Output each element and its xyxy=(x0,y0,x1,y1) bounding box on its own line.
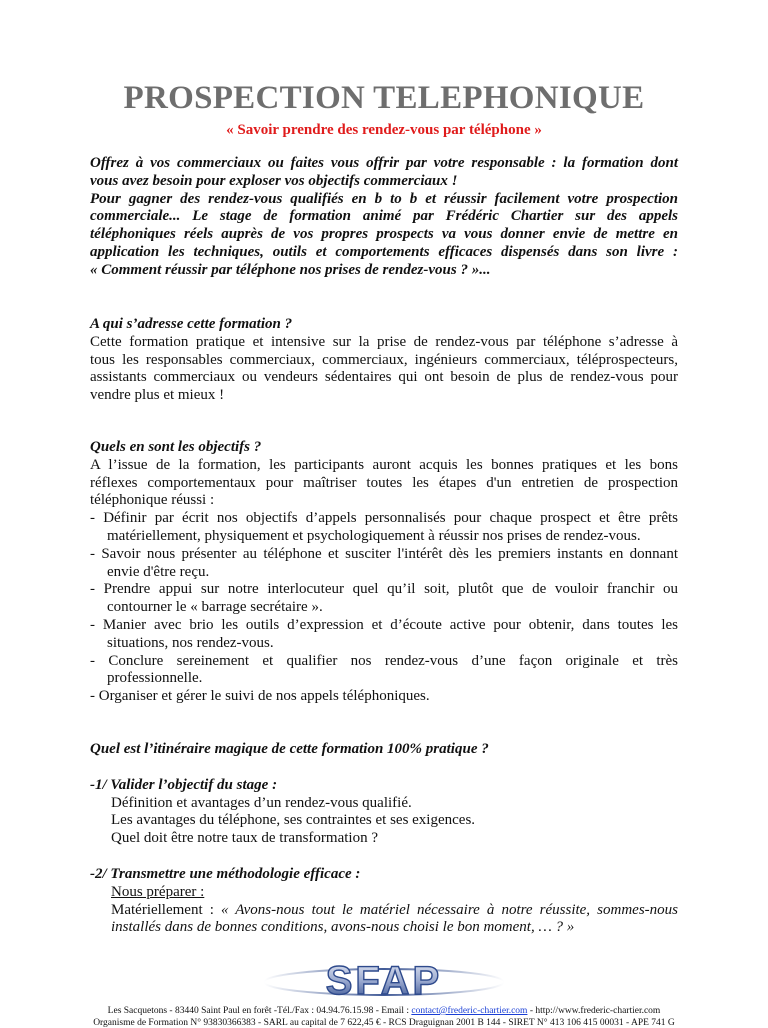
intro-line: Pour gagner des rendez-vous qualifiés en b to b et réussir facilement votre prospection xyxy=(90,190,678,207)
footer-address: Les Sacquetons - 83440 Saint Paul en forêt -Tél./Fax : 04.94.76.15.98 - Email : xyxy=(107,1006,412,1016)
intro-line: téléphoniques réels auprès de vos propres prospects va vous donner envie de mettre en xyxy=(90,226,678,243)
section-itinerary xyxy=(90,741,678,937)
footer-contact xyxy=(0,1006,768,1016)
footer-legal: Organisme de Formation N° 93830366383 - SARL au capital de 7 622,45 € - RCS Draguignan 2001 B 144 - SIRET N° 413 106 415 00031 - APE 741 G xyxy=(93,1018,675,1028)
intro-line: commerciale... Le stage de formation animé par Frédéric Chartier sur des appels xyxy=(90,208,678,225)
objective-line: - Définir par écrit nos objectifs d’appels personnalisés pour chaque prospect et être prêts xyxy=(90,510,678,527)
body-line: vendre plus et mieux ! xyxy=(90,387,225,404)
objective-continuation: situations, nos rendez-vous. xyxy=(107,634,274,651)
step-item xyxy=(90,902,678,920)
body-line: tous les responsables commerciaux, commerciaux, ingénieurs commerciaux, téléprospecteurs, xyxy=(90,351,678,368)
objective-continuation: envie d'être reçu. xyxy=(107,563,210,580)
objective-line: - Savoir nous présenter au téléphone et susciter l'intérêt dès les premiers instants en donnant xyxy=(90,545,678,562)
sfap-logo xyxy=(262,956,506,1004)
intro-line: « Comment réussir par téléphone nos prises de rendez-vous ? »... xyxy=(90,261,491,278)
objective-item xyxy=(90,653,678,689)
step-item: installés dans de bonnes conditions, avons-nous choisi le bon moment, … ? » xyxy=(111,919,575,936)
step-item: Quel doit être notre taux de transformation ? xyxy=(111,830,378,847)
svg-text:SFAP: SFAP xyxy=(325,959,443,1003)
intro-line: Offrez à vos commerciaux ou faites vous offrir par votre responsable : la formation dont xyxy=(90,155,678,171)
page-subtitle: « Savoir prendre des rendez-vous par téléphone » xyxy=(226,122,542,138)
section-heading: A qui s’adresse cette formation ? xyxy=(90,316,293,332)
body-line: assistants commerciaux ou vendeurs sédentaires qui ont besoin de plus de rendez-vous pour xyxy=(90,369,678,386)
page-title: PROSPECTION TELEPHONIQUE xyxy=(123,80,645,116)
step-subheading: Nous préparer : xyxy=(111,883,205,900)
body-line: Cette formation pratique et intensive sur la prise de rendez-vous par téléphone s’adresse à xyxy=(90,333,678,350)
material-quote: « Avons-nous tout le matériel nécessaire à notre réussite, sommes-nous xyxy=(220,901,678,918)
objective-line: - Manier avec brio les outils d’expression et d’écoute active pour obtenir, dans toutes les xyxy=(90,616,678,633)
objective-continuation: matériellement, physiquement et psychologiquement à réussir nos prises de rendez-vous. xyxy=(107,527,641,544)
objective-item xyxy=(90,581,678,617)
objective-line: - Organiser et gérer le suivi de nos appels téléphoniques. xyxy=(90,688,430,705)
step-item: Les avantages du téléphone, ses contraintes et ses exigences. xyxy=(111,812,476,829)
intro-paragraph xyxy=(90,155,678,280)
objective-item xyxy=(90,617,678,653)
section-audience xyxy=(90,316,678,405)
objective-continuation: contourner le « barrage secrétaire ». xyxy=(107,599,323,616)
body-line: A l’issue de la formation, les participants auront acquis les bonnes pratiques et les bons xyxy=(90,456,678,473)
intro-line: application les techniques, outils et comportements efficaces dispensés dans son livre : xyxy=(90,243,678,260)
section-heading: Quel est l’itinéraire magique de cette formation 100% pratique ? xyxy=(90,741,489,757)
footer-website: - http://www.frederic-chartier.com xyxy=(527,1006,661,1016)
objective-item xyxy=(90,546,678,582)
section-objectives xyxy=(90,439,678,706)
step-heading: -1/ Valider l’objectif du stage : xyxy=(90,776,278,793)
intro-line: vous avez besoin pour exploser vos objectifs commerciaux ! xyxy=(90,172,458,189)
body-line: réflexes comportementaux pour maîtriser toutes les étapes d'un entretien de prospection xyxy=(90,474,678,491)
objective-item xyxy=(90,688,678,706)
objective-continuation: professionnelle. xyxy=(107,670,203,687)
step-item: Définition et avantages d’un rendez-vous qualifié. xyxy=(111,794,412,811)
footer-email-link[interactable]: contact@frederic-chartier.com xyxy=(411,1006,528,1016)
body-line: téléphonique réussi : xyxy=(90,492,215,509)
objective-line: - Conclure sereinement et qualifier nos rendez-vous d’une façon originale et très xyxy=(90,652,678,669)
objective-line: - Prendre appui sur notre interlocuteur quel qu’il soit, plutôt que de vouloir franchir ou xyxy=(90,581,678,598)
objective-item xyxy=(90,510,678,546)
step-heading: -2/ Transmettre une méthodologie efficace : xyxy=(90,865,361,882)
section-heading: Quels en sont les objectifs ? xyxy=(90,439,262,455)
material-label: Matériellement : xyxy=(111,901,221,918)
